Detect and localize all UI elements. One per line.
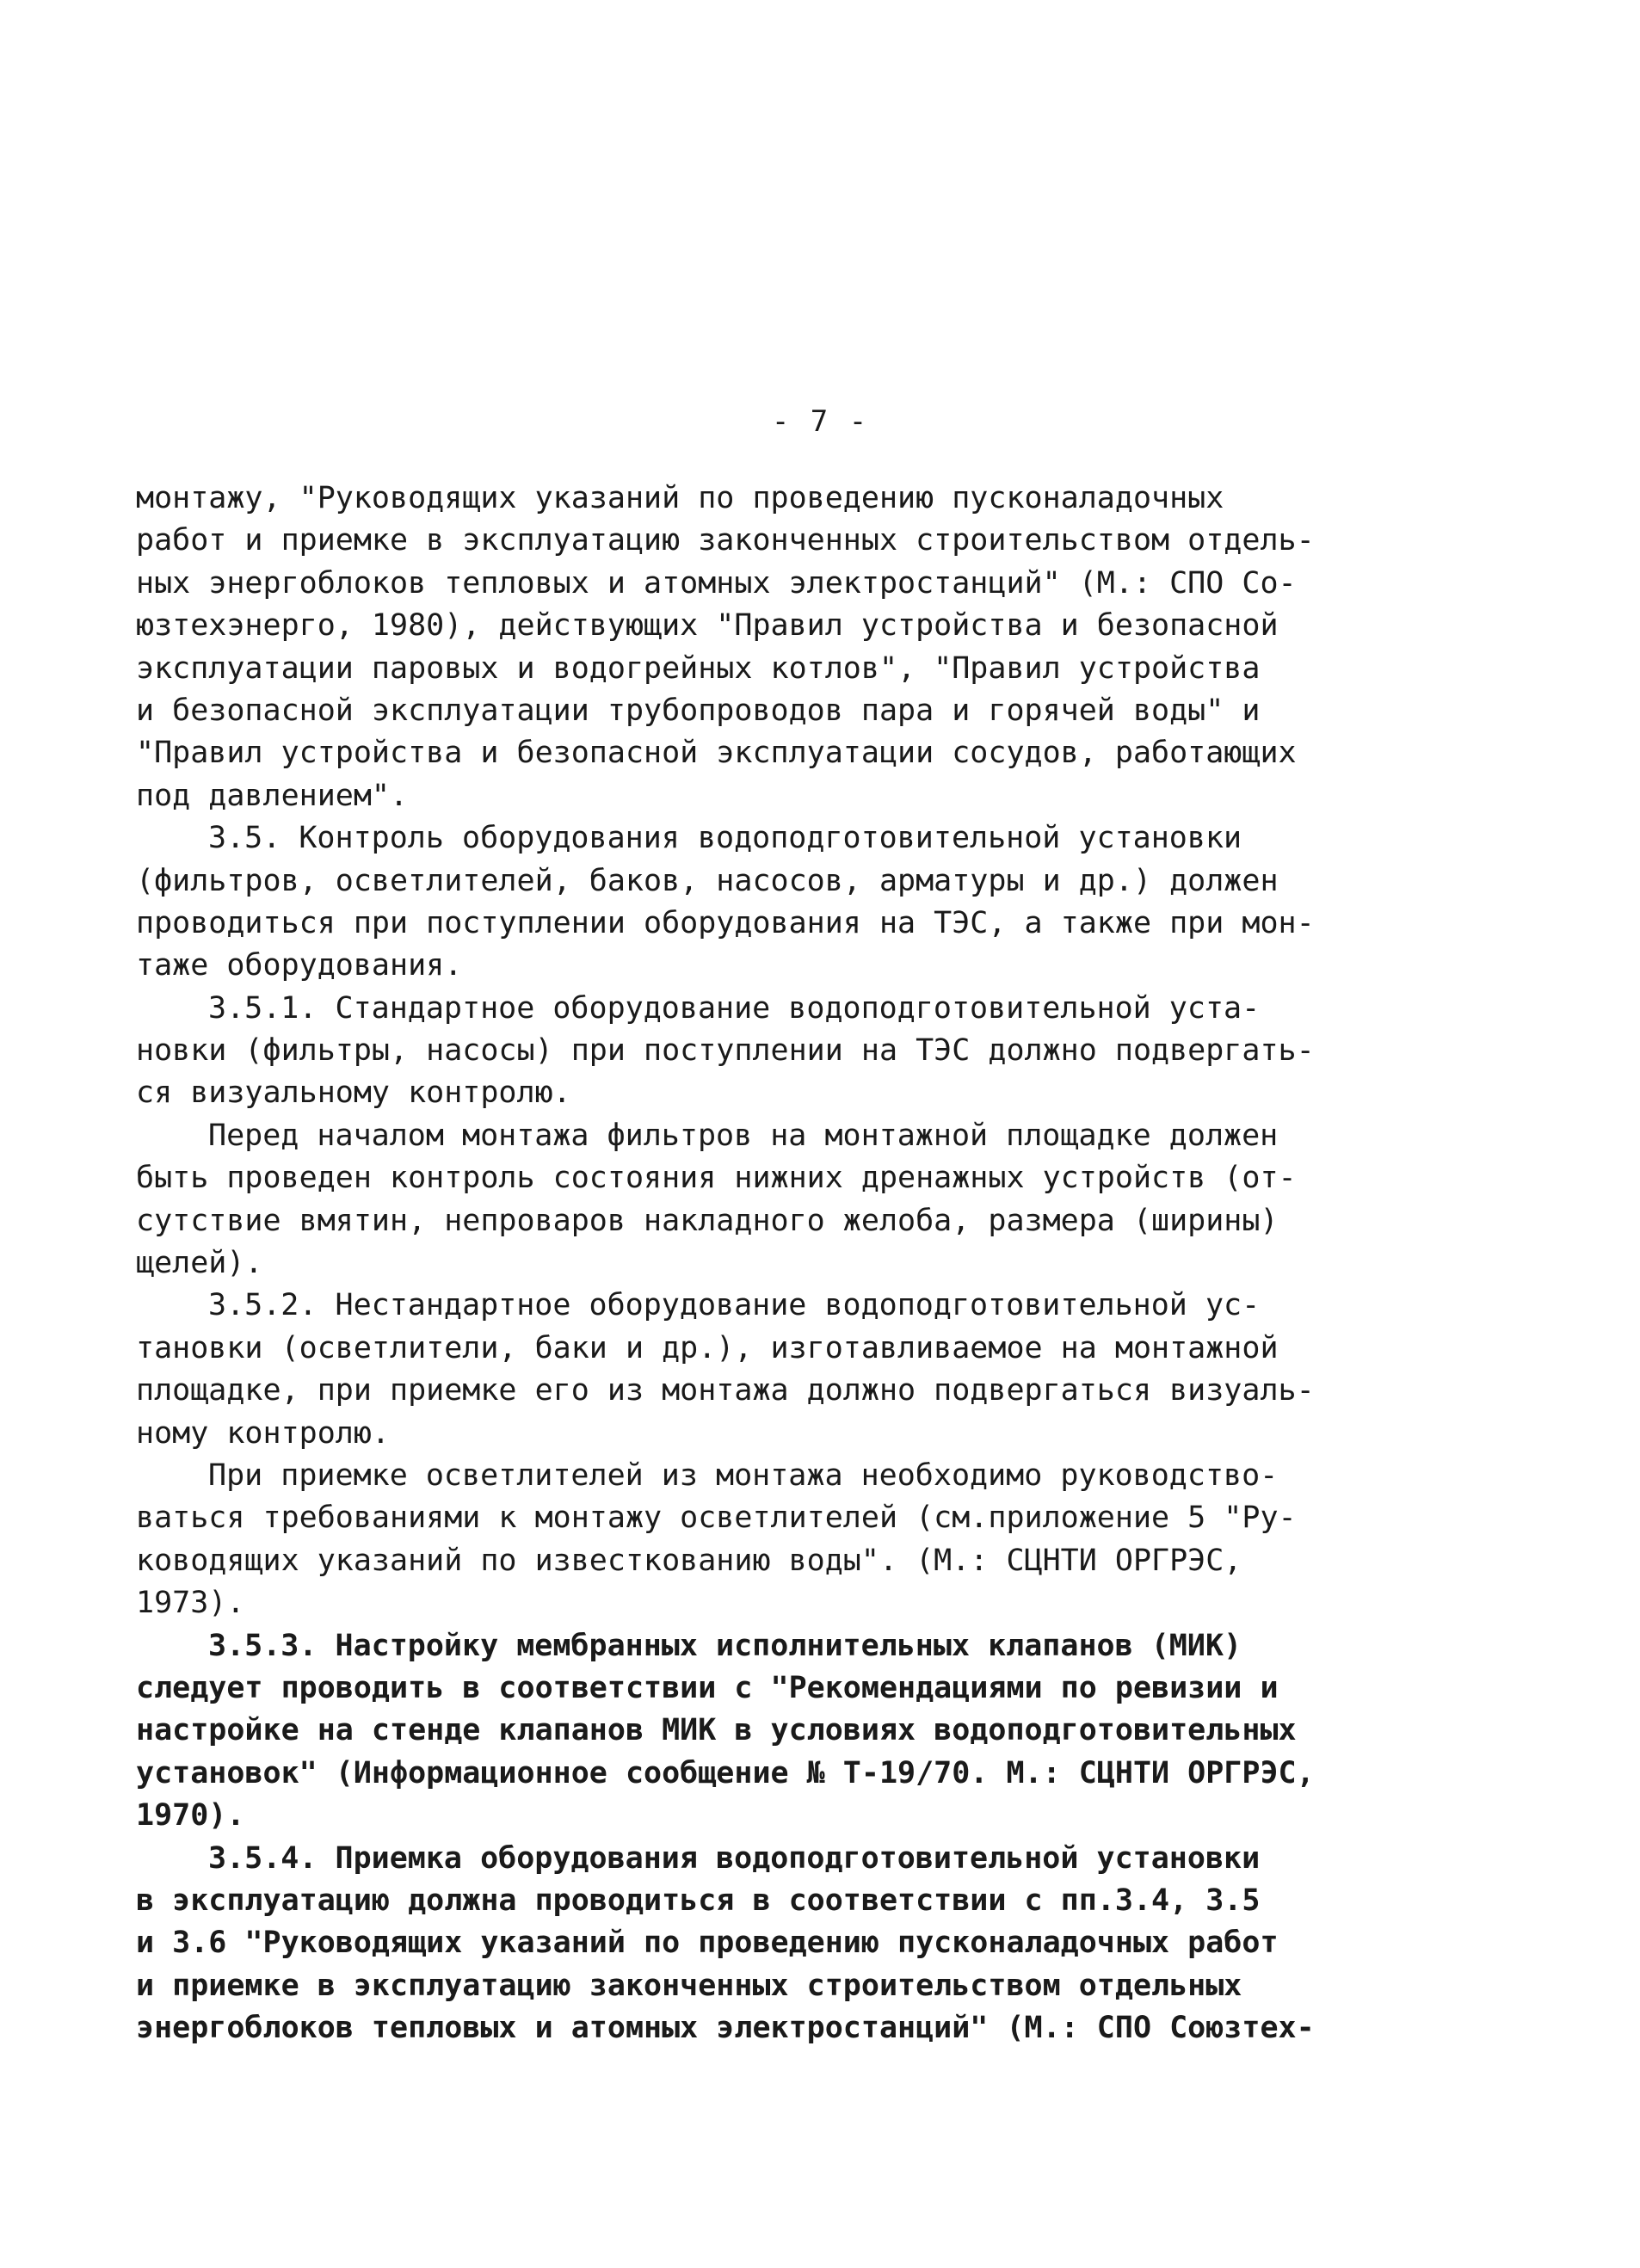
text-line: эксплуатации паровых и водогрейных котлов", "Правил устройства bbox=[136, 650, 1261, 686]
text-line: монтажу, "Руководящих указаний по проведению пусконаладочных bbox=[136, 481, 1224, 515]
text-line: быть проведен контроль состояния нижних дренажных устройств (от- bbox=[136, 1161, 1297, 1196]
text-line: работ и приемке в эксплуатацию законченных строительством отдель- bbox=[136, 523, 1315, 558]
text-line: ваться требованиями к монтажу осветлителей (см.приложение 5 "Ру- bbox=[136, 1501, 1297, 1536]
text-line: 1973). bbox=[136, 1586, 245, 1621]
document-body bbox=[136, 478, 1315, 2049]
text-line: юзтехэнерго, 1980), действующих "Правил устройства и безопасной bbox=[136, 608, 1279, 644]
text-line: настройке на стенде клапанов МИК в условиях водоподготовительных bbox=[136, 1713, 1297, 1748]
text-line: "Правил устройства и безопасной эксплуатации сосудов, работающих bbox=[136, 736, 1297, 771]
text-line: тановки (осветлители, баки и др.), изготавливаемое на монтажной bbox=[136, 1330, 1279, 1365]
text-line: установок" (Информационное сообщение № Т-19/70. М.: СЦНТИ ОРГРЭС, bbox=[136, 1755, 1315, 1790]
text-line: Перед началом монтажа фильтров на монтажной площадке должен bbox=[208, 1118, 1279, 1153]
text-line: 1970). bbox=[136, 1798, 245, 1834]
text-line: проводиться при поступлении оборудования на ТЭС, а также при мон- bbox=[136, 905, 1315, 940]
text-line: ся визуальному контролю. bbox=[136, 1075, 571, 1111]
text-line: и приемке в эксплуатацию законченных строительством отдельных bbox=[136, 1968, 1242, 2003]
text-line: площадке, при приемке его из монтажа должно подвергаться визуаль- bbox=[136, 1373, 1315, 1408]
text-line: и безопасной эксплуатации трубопроводов пара и горячей воды" и bbox=[136, 693, 1261, 728]
text-line: под давлением". bbox=[136, 778, 409, 813]
text-line: При приемке осветлителей из монтажа необходимо руководство- bbox=[208, 1458, 1279, 1493]
text-line: 3.5. Контроль оборудования водоподготовительной установки bbox=[208, 821, 1242, 856]
text-line: сутствие вмятин, непроваров накладного желоба, размера (ширины) bbox=[136, 1203, 1279, 1238]
text-line: щелей). bbox=[136, 1246, 263, 1281]
text-line: следует проводить в соответствии с "Рекомендациями по ревизии и bbox=[136, 1670, 1279, 1705]
text-line: таже оборудования. bbox=[136, 948, 463, 983]
text-line: (фильтров, осветлителей, баков, насосов, арматуры и др.) должен bbox=[136, 863, 1279, 898]
text-line: и 3.6 "Руководящих указаний по проведению пусконаладочных работ bbox=[136, 1926, 1279, 1961]
text-line: энергоблоков тепловых и атомных электростанций" (М.: СПО Союзтех- bbox=[136, 2011, 1315, 2046]
text-line: 3.5.4. Приемка оборудования водоподготовительной установки bbox=[208, 1840, 1261, 1876]
text-line: 3.5.2. Нестандартное оборудование водоподготовительной ус- bbox=[208, 1288, 1261, 1323]
text-line: 3.5.3. Настройку мембранных исполнительных клапанов (МИК) bbox=[208, 1628, 1242, 1663]
text-line: в эксплуатацию должна проводиться в соответствии с пп.3.4, 3.5 bbox=[136, 1883, 1261, 1918]
text-line: ных энергоблоков тепловых и атомных электростанций" (М.: СПО Со- bbox=[136, 565, 1297, 601]
text-line: 3.5.1. Стандартное оборудование водоподготовительной уста- bbox=[208, 990, 1261, 1026]
text-line: ководящих указаний по известкованию воды". (М.: СЦНТИ ОРГРЭС, bbox=[136, 1543, 1242, 1578]
page-number: - 7 - bbox=[771, 404, 869, 439]
text-line: ному контролю. bbox=[136, 1415, 391, 1451]
text-line: новки (фильтры, насосы) при поступлении на ТЭС должно подвергать- bbox=[136, 1033, 1315, 1069]
